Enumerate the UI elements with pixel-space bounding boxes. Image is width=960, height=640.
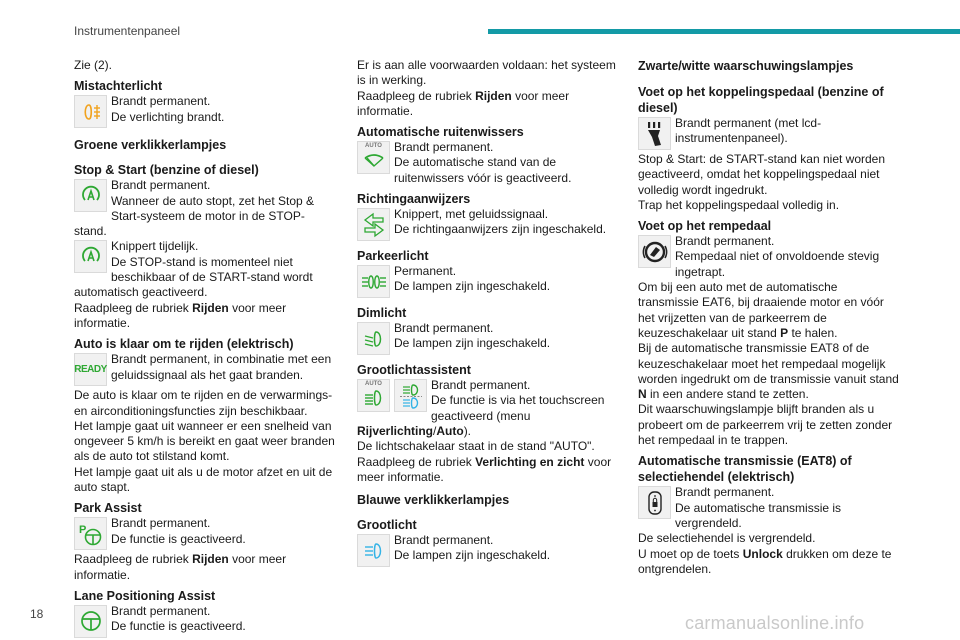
rear-fog-icon — [74, 95, 107, 128]
indicators-line1: Knippert, met geluidssignaal. — [394, 207, 549, 222]
parking-light-line1: Permanent. — [394, 264, 457, 279]
park-assist-line2: De functie is geactiveerd. — [111, 531, 246, 546]
indicators-entry — [357, 207, 619, 243]
green-section-title: Groene verklikkerlampjes — [74, 138, 227, 153]
eat8-title: Automatische transmissie (EAT8) of selectiehendel (elektrisch) — [638, 454, 852, 485]
brake-para1: Om bij een auto met de automatische transmissie EAT6, bij draaiende motor en vóór het vrijzetten van de parkeerrem de keuzeschakelaar uit stand P te halen. — [638, 280, 884, 340]
rear-fog-entry — [74, 94, 336, 130]
parking-light-entry — [357, 264, 619, 300]
ready-para1: De auto is klaar om te rijden en de verwarmings- en airconditioningsfuncties zijn beschikbaar. — [74, 388, 333, 418]
system-active-reference: Raadpleeg de rubriek Rijden voor meer informatie. — [357, 88, 570, 118]
blue-section-title: Blauwe verklikkerlampjes — [357, 493, 510, 508]
wipers-title: Automatische ruitenwissers — [357, 125, 524, 140]
stopstart-entry-b — [74, 239, 336, 300]
lane-assist-line2: De functie is geactiveerd. — [111, 619, 246, 634]
auto-wipers-icon: AUTO — [357, 141, 390, 174]
parking-light-title: Parkeerlicht — [357, 249, 429, 264]
dipped-beam-icon — [357, 322, 390, 355]
dipped-beam-line2: De lampen zijn ingeschakeld. — [394, 336, 551, 351]
stopstart-icon — [74, 179, 107, 212]
indicators-title: Richtingaanwijzers — [357, 192, 471, 207]
park-assist-reference: Raadpleeg de rubriek Rijden voor meer informatie. — [74, 552, 287, 582]
ready-para2: Het lampje gaat uit wanneer er een snelheid van ongeveer 5 km/h is bereikt en gaat weer branden als de auto tot stilstand komt. — [74, 418, 335, 464]
wipers-entry — [357, 140, 619, 186]
stopstart-a-line2: Wanneer de auto stopt, zet het Stop & Start-systeem de motor in de STOP-stand. — [74, 193, 315, 239]
main-beam-line2: De lampen zijn ingeschakeld. — [394, 548, 551, 563]
stopstart-reference: Raadpleeg de rubriek Rijden voor meer informatie. — [74, 300, 287, 330]
parking-light-icon — [357, 265, 390, 298]
stopstart-b-line2: De STOP-stand is momenteel niet beschikbaar of de START-stand wordt automatisch geactiveerd. — [74, 254, 313, 300]
brake-pedal-icon — [638, 235, 671, 268]
svg-text:P: P — [78, 523, 86, 536]
hba-title: Grootlichtassistent — [357, 363, 471, 378]
clutch-para1: Stop & Start: de START-stand kan niet worden geactiveerd, omdat het koppelingspedaal niet volledig wordt ingedrukt. — [638, 152, 886, 197]
clutch-entry — [638, 116, 900, 152]
stopstart-blink-icon — [74, 240, 107, 273]
park-assist-icon — [74, 517, 107, 550]
brake-para3: Dit waarschuwingslampje blijft branden als u probeert om de parkeerrem vrij te zetten zonder het rempedaal in te trappen. — [638, 402, 893, 448]
eat8-line2: De automatische transmissie is vergrendeld. — [675, 500, 842, 530]
page-number: 18 — [30, 607, 44, 621]
brake-para2: Bij de automatische transmissie EAT8 of de keuzeschakelaar moet het rempedaal mogelijk worden ingedrukt om de transmissie vanuit stand N in een andere stand te zetten. — [638, 341, 899, 402]
intro-text: Zie (2). — [74, 58, 113, 72]
dipped-beam-title: Dimlicht — [357, 306, 407, 321]
clutch-pedal-icon — [638, 117, 671, 150]
page-header-title: Instrumentenpaneel — [74, 24, 181, 38]
park-assist-entry — [74, 516, 336, 552]
brake-entry — [638, 234, 900, 280]
rear-fog-line1: Brandt permanent. — [111, 94, 211, 109]
dipped-beam-entry — [357, 321, 619, 357]
hba-reference: Raadpleeg de rubriek Verlichting en zicht voor meer informatie. — [357, 454, 612, 484]
ready-icon: READY — [74, 353, 107, 386]
brake-line1: Brandt permanent. — [675, 234, 775, 249]
hba-line1: Brandt permanent. — [431, 378, 531, 393]
main-beam-line1: Brandt permanent. — [394, 533, 494, 548]
ready-para3: Het lampje gaat uit als u de motor afzet en uit de auto stapt. — [74, 464, 333, 495]
rear-fog-title: Mistachterlicht — [74, 79, 163, 94]
column-left — [74, 58, 336, 640]
lane-assist-line1: Brandt permanent. — [111, 603, 211, 618]
park-assist-title: Park Assist — [74, 501, 142, 516]
hba-para1: De lichtschakelaar staat in de stand "AUTO". — [357, 439, 595, 454]
eat8-entry — [638, 485, 900, 531]
eat8-para2: U moet op de toets Unlock drukken om deze te ontgrendelen. — [638, 546, 892, 576]
clutch-title: Voet op het koppelingspedaal (benzine of diesel) — [638, 85, 884, 115]
stopstart-title: Stop & Start (benzine of diesel) — [74, 163, 259, 178]
column-right — [638, 58, 900, 577]
dipped-beam-line1: Brandt permanent. — [394, 321, 494, 336]
lane-assist-entry — [74, 604, 336, 640]
bw-section-title: Zwarte/witte waarschuwingslampjes — [638, 59, 854, 73]
indicators-line2: De richtingaanwijzers zijn ingeschakeld. — [394, 222, 607, 237]
stopstart-b-line1: Knippert tijdelijk. — [111, 239, 199, 254]
eat8-line1: Brandt permanent. — [675, 485, 775, 500]
stopstart-entry-a — [74, 178, 336, 239]
wipers-line2: De automatische stand van de ruitenwissers vóór is geactiveerd. — [394, 155, 572, 185]
watermark: carmanualsonline.info — [685, 613, 865, 633]
stopstart-a-line1: Brandt permanent. — [111, 178, 211, 193]
hba-entry — [357, 378, 619, 439]
clutch-line1: Brandt permanent (met lcd-instrumentenpaneel). — [675, 116, 822, 146]
column-middle — [357, 58, 619, 569]
hba-line2: De functie is via het touchscreen geactiveerd (menu Rijverlichting/Auto). — [357, 393, 605, 438]
ready-title: Auto is klaar om te rijden (elektrisch) — [74, 337, 294, 352]
park-assist-line1: Brandt permanent. — [111, 516, 211, 531]
gear-selector-lock-icon — [638, 486, 671, 519]
parking-light-line2: De lampen zijn ingeschakeld. — [394, 279, 551, 294]
ready-entry — [74, 352, 336, 388]
eat8-para1: De selectiehendel is vergrendeld. — [638, 531, 816, 546]
hba-auto-icon: AUTO — [357, 379, 390, 412]
lane-assist-title: Lane Positioning Assist — [74, 588, 216, 603]
clutch-para2: Trap het koppelingspedaal volledig in. — [638, 197, 840, 212]
header-accent-bar — [488, 29, 960, 34]
rear-fog-line2: De verlichting brandt. — [111, 109, 225, 124]
main-beam-title: Grootlicht — [357, 518, 417, 533]
ready-line1: Brandt permanent, in combinatie met een geluidssignaal als het gaat branden. — [111, 352, 332, 382]
brake-line2: Rempedaal niet of onvoldoende stevig ingetrapt. — [675, 249, 880, 279]
system-active-text: Er is aan alle voorwaarden voldaan: het systeem is in werking. — [357, 58, 616, 88]
turn-indicators-icon — [357, 208, 390, 241]
wipers-line1: Brandt permanent. — [394, 140, 494, 155]
hba-main-beam-icon — [394, 379, 427, 412]
main-beam-icon — [357, 534, 390, 567]
lane-assist-icon — [74, 605, 107, 638]
brake-title: Voet op het rempedaal — [638, 219, 772, 234]
main-beam-entry — [357, 533, 619, 569]
